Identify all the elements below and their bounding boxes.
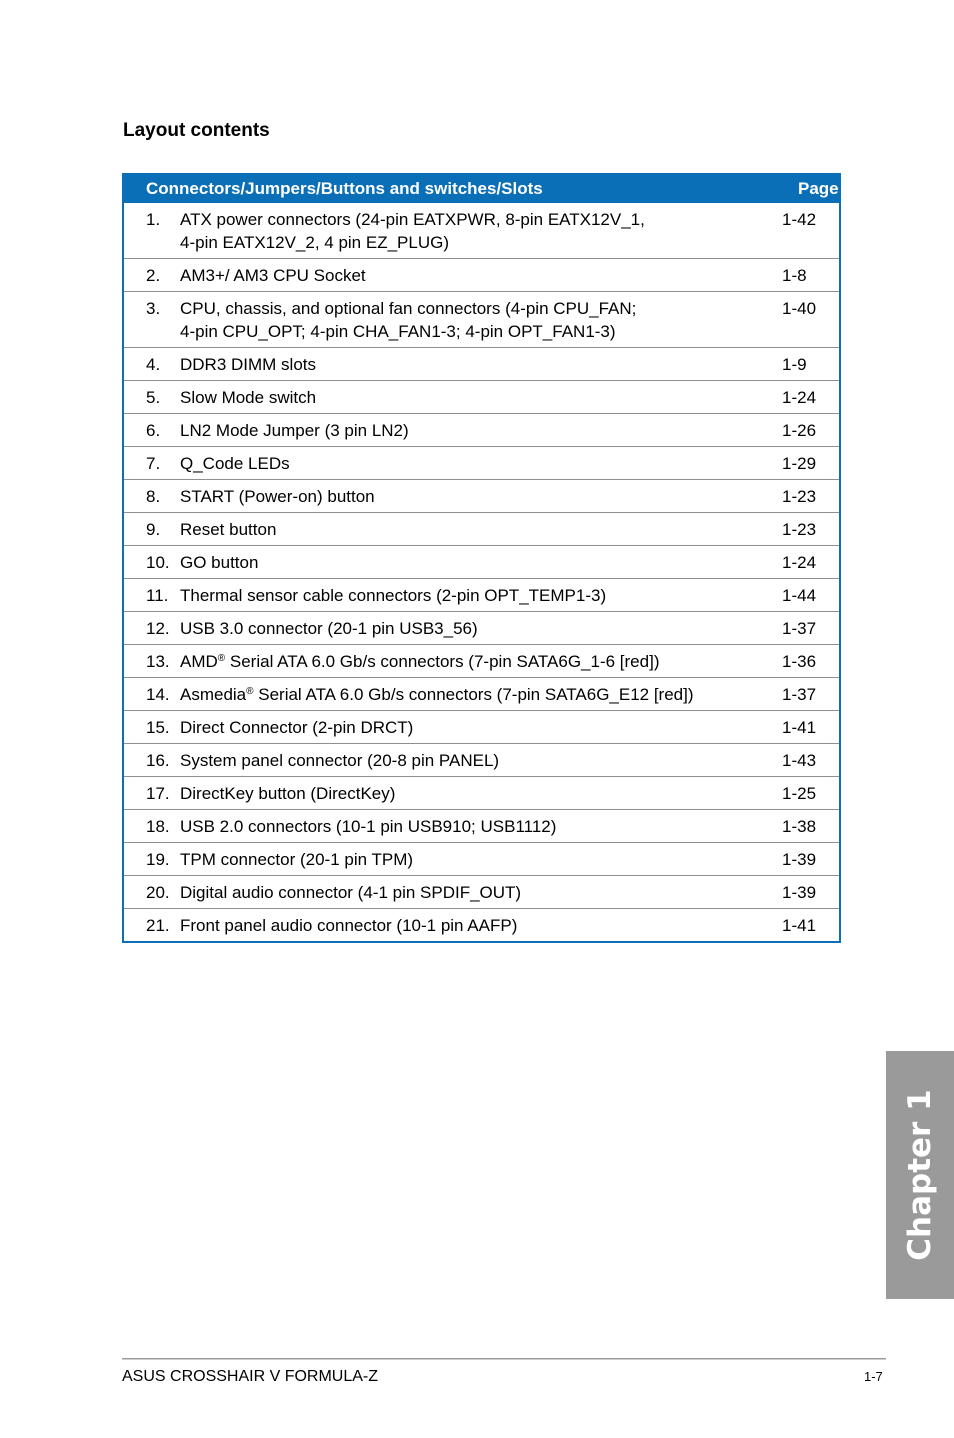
row-number: 10. bbox=[146, 553, 170, 572]
layout-contents-table bbox=[122, 173, 841, 943]
row-page: 1-37 bbox=[782, 619, 817, 638]
table-row bbox=[124, 579, 839, 612]
row-number: 5. bbox=[146, 388, 161, 407]
description-line: CPU, chassis, and optional fan connectors (4-pin CPU_FAN; bbox=[180, 299, 637, 318]
row-number: 3. bbox=[146, 299, 161, 318]
column-header-page: Page bbox=[782, 175, 839, 203]
row-description bbox=[180, 203, 782, 259]
row-number: 13. bbox=[146, 652, 170, 671]
row-page: 1-39 bbox=[782, 883, 817, 902]
row-description bbox=[180, 645, 782, 678]
row-description bbox=[180, 909, 782, 942]
row-description bbox=[180, 447, 782, 480]
footer-divider bbox=[122, 1358, 886, 1360]
row-number: 9. bbox=[146, 520, 161, 539]
row-number: 16. bbox=[146, 751, 170, 770]
description-line: Digital audio connector (4-1 pin SPDIF_OUT) bbox=[180, 883, 522, 902]
row-number: 11. bbox=[146, 586, 169, 605]
footer-page-number: 1-7 bbox=[864, 1369, 883, 1384]
row-description bbox=[180, 480, 782, 513]
row-page: 1-8 bbox=[782, 266, 807, 285]
row-number: 18. bbox=[146, 817, 170, 836]
section-title: Layout contents bbox=[123, 120, 270, 141]
row-number: 15. bbox=[146, 718, 170, 737]
row-description bbox=[180, 513, 782, 546]
row-description bbox=[180, 414, 782, 447]
description-line: LN2 Mode Jumper (3 pin LN2) bbox=[180, 421, 409, 440]
row-page: 1-43 bbox=[782, 751, 817, 770]
chapter-tab bbox=[886, 1051, 954, 1299]
row-description bbox=[180, 612, 782, 645]
brand-name: AMD bbox=[180, 652, 218, 671]
description-line: ATX power connectors (24-pin EATXPWR, 8-pin EATX12V_1, bbox=[180, 210, 645, 229]
description-line: 4-pin CPU_OPT; 4-pin CHA_FAN1-3; 4-pin OPT_FAN1-3) bbox=[180, 322, 616, 341]
row-page: 1-41 bbox=[782, 916, 817, 935]
row-page: 1-39 bbox=[782, 850, 817, 869]
row-description bbox=[180, 843, 782, 876]
row-number: 17. bbox=[146, 784, 170, 803]
row-page: 1-44 bbox=[782, 586, 817, 605]
row-page: 1-40 bbox=[782, 299, 817, 318]
row-description bbox=[180, 876, 782, 909]
row-page: 1-37 bbox=[782, 685, 817, 704]
description-line: TPM connector (20-1 pin TPM) bbox=[180, 850, 414, 869]
table-row bbox=[124, 546, 839, 579]
row-page: 1-24 bbox=[782, 388, 817, 407]
description-line: Reset button bbox=[180, 520, 277, 539]
brand-name: Asmedia bbox=[180, 685, 247, 704]
row-page: 1-26 bbox=[782, 421, 817, 440]
row-number: 21. bbox=[146, 916, 170, 935]
row-page: 1-42 bbox=[782, 210, 817, 229]
row-page: 1-25 bbox=[782, 784, 817, 803]
description-line: 4-pin EATX12V_2, 4 pin EZ_PLUG) bbox=[180, 233, 449, 252]
table-row bbox=[124, 612, 839, 645]
row-description bbox=[180, 744, 782, 777]
table-row bbox=[124, 381, 839, 414]
row-page: 1-23 bbox=[782, 487, 817, 506]
description-line: USB 2.0 connectors (10-1 pin USB910; USB1112) bbox=[180, 817, 557, 836]
row-number: 12. bbox=[146, 619, 170, 638]
row-description bbox=[180, 546, 782, 579]
row-description bbox=[180, 381, 782, 414]
description-line: Direct Connector (2-pin DRCT) bbox=[180, 718, 414, 737]
row-description bbox=[180, 259, 782, 292]
chapter-tab-label: Chapter 1 bbox=[902, 1089, 938, 1261]
table-row bbox=[124, 777, 839, 810]
registered-mark: ® bbox=[217, 653, 226, 664]
row-description bbox=[180, 777, 782, 810]
table-row bbox=[124, 414, 839, 447]
table-row bbox=[124, 447, 839, 480]
description-line: DDR3 DIMM slots bbox=[180, 355, 317, 374]
description-line: GO button bbox=[180, 553, 259, 572]
description-line: Thermal sensor cable connectors (2-pin OPT_TEMP1-3) bbox=[180, 586, 607, 605]
description-line: Q_Code LEDs bbox=[180, 454, 290, 473]
row-number: 2. bbox=[146, 266, 161, 285]
description-line: DirectKey button (DirectKey) bbox=[180, 784, 396, 803]
row-number: 4. bbox=[146, 355, 161, 374]
table-row bbox=[124, 480, 839, 513]
row-number: 19. bbox=[146, 850, 170, 869]
row-number: 20. bbox=[146, 883, 170, 902]
footer-title: ASUS CROSSHAIR V FORMULA-Z bbox=[122, 1368, 379, 1385]
registered-mark: ® bbox=[246, 686, 254, 697]
row-number: 7. bbox=[146, 454, 161, 473]
table-row bbox=[124, 843, 839, 876]
row-description bbox=[180, 810, 782, 843]
row-page: 1-38 bbox=[782, 817, 817, 836]
row-description bbox=[180, 711, 782, 744]
row-description bbox=[180, 678, 782, 711]
row-description bbox=[180, 579, 782, 612]
table-row bbox=[124, 678, 839, 711]
row-description bbox=[180, 292, 782, 348]
row-page: 1-24 bbox=[782, 553, 817, 572]
description-text: Serial ATA 6.0 Gb/s connectors (7-pin SATA6G_E12 [red]) bbox=[253, 685, 694, 704]
row-number: 8. bbox=[146, 487, 161, 506]
table-row bbox=[124, 645, 839, 678]
description-line: System panel connector (20-8 pin PANEL) bbox=[180, 751, 500, 770]
description-text: Serial ATA 6.0 Gb/s connectors (7-pin SATA6G_1-6 [red]) bbox=[225, 652, 660, 671]
row-number: 14. bbox=[146, 685, 170, 704]
column-header-name: Connectors/Jumpers/Buttons and switches/Slots bbox=[124, 175, 782, 203]
table-row bbox=[124, 292, 839, 348]
table-header-row bbox=[124, 175, 839, 203]
row-page: 1-23 bbox=[782, 520, 817, 539]
description-line: Slow Mode switch bbox=[180, 388, 317, 407]
table-row bbox=[124, 876, 839, 909]
row-page: 1-41 bbox=[782, 718, 817, 737]
description-line: USB 3.0 connector (20-1 pin USB3_56) bbox=[180, 619, 478, 638]
row-number: 6. bbox=[146, 421, 161, 440]
row-page: 1-29 bbox=[782, 454, 817, 473]
table-row bbox=[124, 259, 839, 292]
table-row bbox=[124, 810, 839, 843]
row-page: 1-9 bbox=[782, 355, 807, 374]
row-page: 1-36 bbox=[782, 652, 817, 671]
description-line: START (Power-on) button bbox=[180, 487, 375, 506]
table-row bbox=[124, 909, 839, 942]
row-number: 1. bbox=[146, 210, 161, 229]
table-row bbox=[124, 348, 839, 381]
table-row bbox=[124, 744, 839, 777]
description-line: AM3+/ AM3 CPU Socket bbox=[180, 266, 366, 285]
row-description bbox=[180, 348, 782, 381]
table-row bbox=[124, 513, 839, 546]
description-line: Front panel audio connector (10-1 pin AAFP) bbox=[180, 916, 518, 935]
table-row bbox=[124, 711, 839, 744]
table-row bbox=[124, 203, 839, 259]
